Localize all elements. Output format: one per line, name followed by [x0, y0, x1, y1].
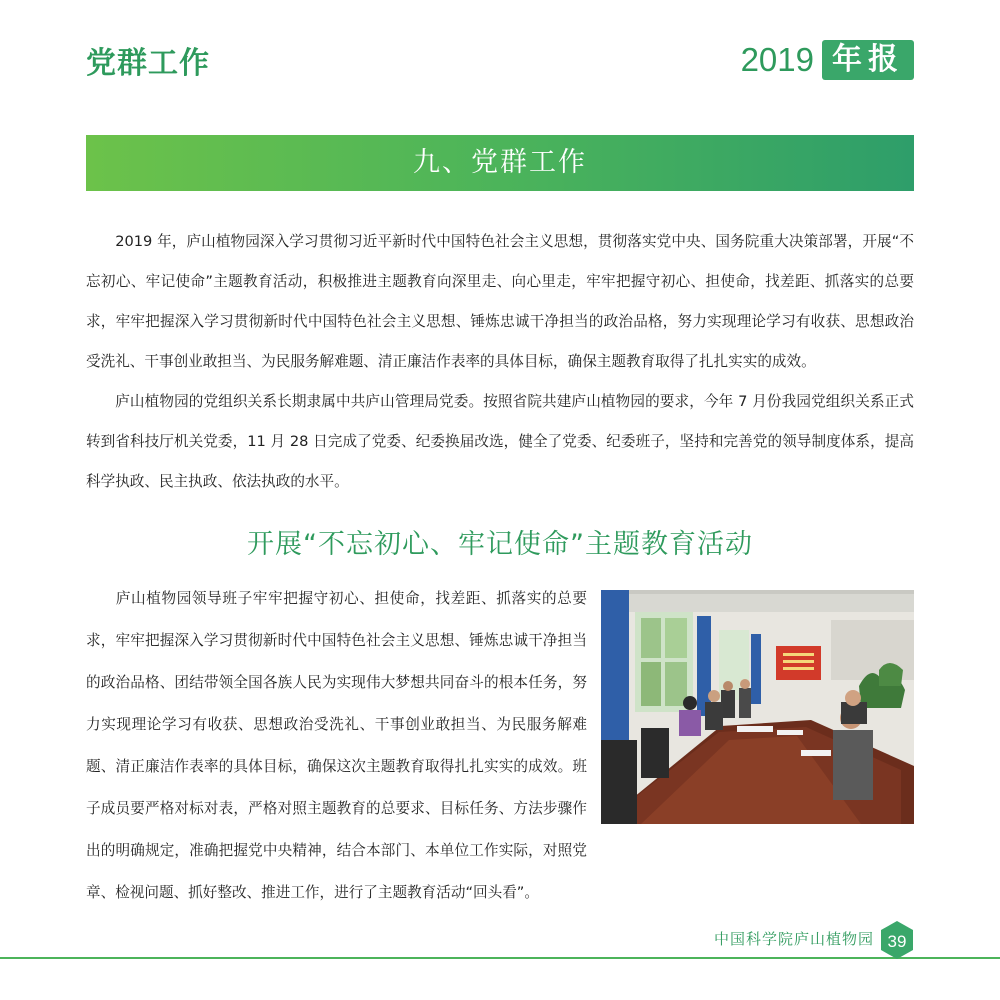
subheading: 开展“不忘初心、牢记使命”主题教育活动 [247, 529, 753, 560]
report-badge: 年报 [822, 40, 914, 80]
meeting-photo [601, 590, 914, 824]
report-year: 2019 [740, 41, 814, 78]
paragraph-organization: 庐山植物园的党组织关系长期隶属中共庐山管理局党委。按照省院共建庐山植物园的要求，今年 7 月份我园党组织关系正式转到省科技厅机关党委，11 月 28 日完成了党委、纪委换届改选，健全了党委、纪委班子，坚持和完善党的领导制度体系，提高科学执政、民主执政、依法执政的水平。 [86, 393, 914, 490]
footer-rule [0, 957, 1000, 959]
paragraph-intro: 2019 年，庐山植物园深入学习贯彻习近平新时代中国特色社会主义思想，贯彻落实党中央、国务院重大决策部署，开展“不忘初心、牢记使命”主题教育活动，积极推进主题教育向深里走、向心里走，牢牢把握守初心、担使命，找差距、抓落实的总要求，牢牢把握深入学习贯彻新时代中国特色社会主义思想、锤炼忠诚干净担当的政治品格，努力实现理论学习有收获、思想政治受洗礼、干事创业敢担当、为民服务解难题、清正廉洁作表率的具体目标，确保主题教育取得了扎扎实实的成效。 [86, 233, 914, 370]
page-number: 39 [887, 932, 907, 951]
chapter-banner [86, 135, 914, 191]
report-label [741, 40, 914, 80]
footer-institution: 中国科学院庐山植物园 [713, 930, 874, 948]
chapter-title: 九、党群工作 [413, 147, 587, 178]
paragraph-education [86, 578, 914, 914]
page-number-badge [880, 920, 914, 960]
section-header: 党群工作 [86, 46, 210, 81]
paragraph-education-text: 庐山植物园领导班子牢牢把握守初心、担使命，找差距、抓落实的总要求，牢牢把握深入学习贯彻新时代中国特色社会主义思想、锤炼忠诚干净担当的政治品格、团结带领全国各族人民为实现伟大梦想共同奋斗的根本任务，努力实现理论学习有收获、思想政治受洗礼、干事创业敢担当、为民服务解难题、清正廉洁作表率的具体目标，确保这次主题教育取得扎扎实实的成效。班子成员要严格对标对表，严格对照主题教育的总要求、目标任务、方法步骤作出的明确规定，准确把握党中央精神，结合本部门、本单位工作实际，对照党章、检视问题、抓好整改、推进工作，进行了主题教育活动“回头看”。 [86, 590, 587, 901]
